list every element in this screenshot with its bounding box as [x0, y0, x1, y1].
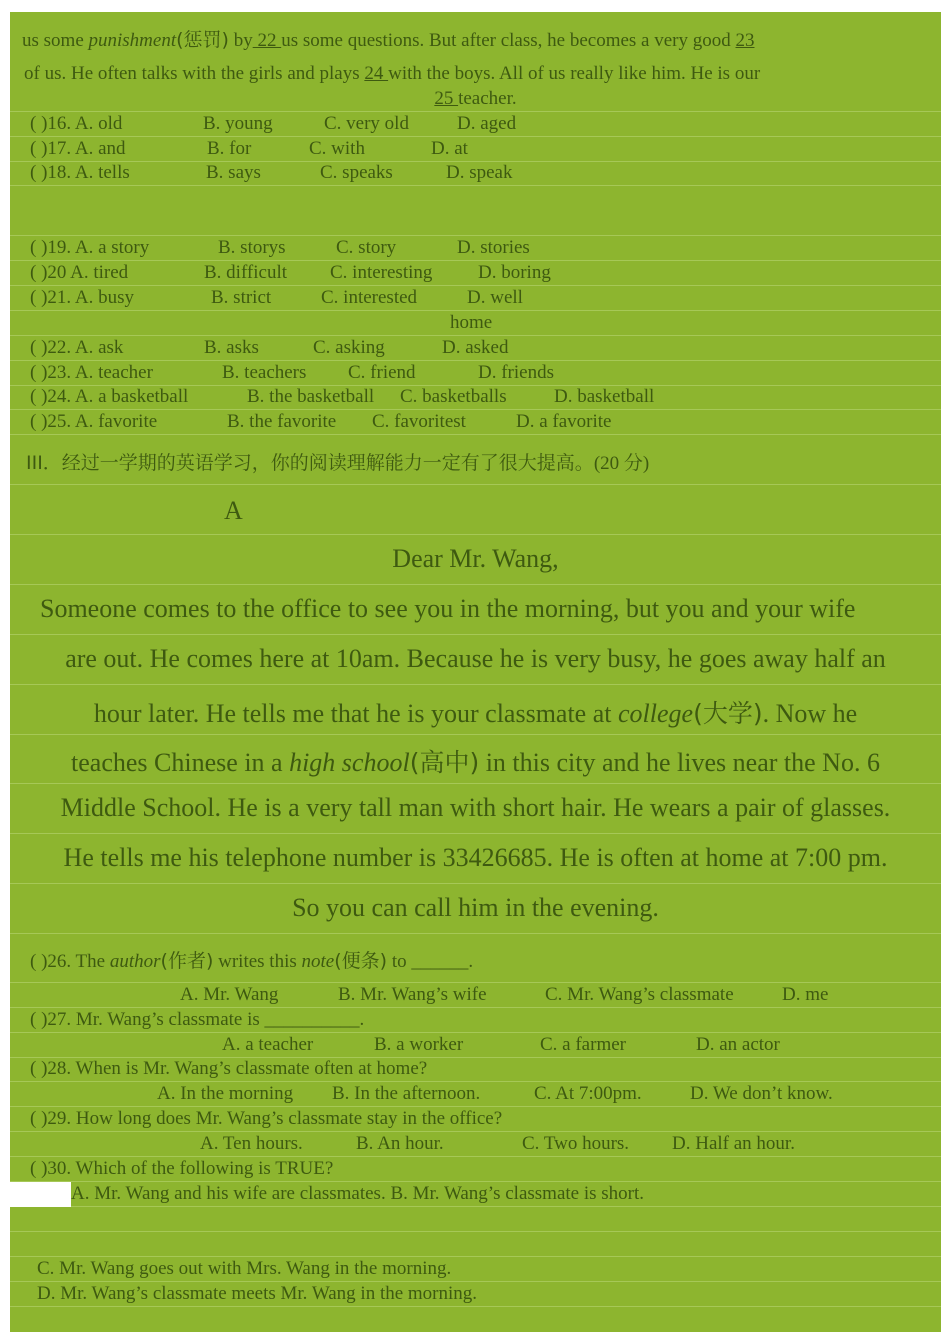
option-d: D. at — [431, 138, 468, 159]
passage-text: hour later. He tells me that he is your classmate at — [93, 699, 618, 728]
option-a: A. Mr. Wang — [180, 984, 279, 1005]
option-d: D. a favorite — [516, 411, 612, 432]
cloze-text: us some questions. But after class, he becomes a very good — [281, 30, 736, 51]
cloze-line-1 — [22, 25, 950, 52]
stray-word: home — [450, 312, 493, 333]
cloze-text: us some — [22, 30, 89, 51]
cloze-line-3 — [10, 88, 941, 110]
passage-line-1: Someone comes to the office to see you in the morning, but you and your wife — [40, 594, 856, 623]
question-30-option-c: C. Mr. Wang goes out with Mrs. Wang in the morning. — [37, 1258, 452, 1279]
option-d: D. speak — [446, 162, 513, 183]
question-cn-gloss: (便条) — [334, 950, 388, 972]
option-a: A. In the morning — [157, 1083, 294, 1104]
option-c: C. interesting — [330, 262, 433, 283]
passage-label: A — [224, 496, 243, 525]
option-c: C. with — [309, 138, 365, 159]
cloze-text: of us. He often talks with the girls and plays — [24, 63, 365, 84]
option-a: ( )25. A. favorite — [30, 411, 158, 432]
option-c: C. asking — [313, 337, 385, 358]
question-26 — [30, 946, 950, 973]
option-b: B. says — [206, 162, 261, 183]
option-d: D. an actor — [696, 1034, 780, 1055]
cloze-text: teacher. — [458, 88, 517, 109]
option-c: C. Mr. Wang’s classmate — [545, 984, 734, 1005]
passage-text: teaches Chinese in a — [71, 748, 290, 777]
option-c: C. story — [336, 237, 397, 258]
option-c: C. basketballs — [400, 386, 507, 407]
question-cn-gloss: (作者) — [160, 950, 214, 972]
blank-25: 25 — [434, 88, 459, 109]
option-a: A. a teacher — [222, 1034, 314, 1055]
option-c: C. speaks — [320, 162, 393, 183]
option-a: ( )16. A. old — [30, 113, 123, 134]
option-d: D. We don’t know. — [690, 1083, 833, 1104]
passage-line-7: So you can call him in the evening. — [292, 893, 659, 922]
question-28: ( )28. When is Mr. Wang’s classmate often at home? — [30, 1058, 428, 1079]
option-d: D. aged — [457, 113, 517, 134]
option-a: ( )20 A. tired — [30, 262, 129, 283]
option-a: ( )23. A. teacher — [30, 362, 153, 383]
option-d: D. basketball — [554, 386, 655, 407]
passage-italic-word: high school — [289, 748, 410, 777]
option-b: B. In the afternoon. — [332, 1083, 481, 1104]
question-italic-word: author — [109, 951, 161, 972]
question-27: ( )27. Mr. Wang’s classmate is __________. — [30, 1009, 365, 1030]
option-b: B. for — [207, 138, 252, 159]
option-b: B. the basketball — [247, 386, 375, 407]
option-d: D. friends — [478, 362, 554, 383]
option-b: B. young — [203, 113, 273, 134]
option-b: B. difficult — [204, 262, 288, 283]
cloze-line-2 — [24, 63, 950, 85]
white-mask-block — [10, 1182, 71, 1207]
option-d: D. well — [467, 287, 523, 308]
option-c: C. very old — [324, 113, 409, 134]
option-c: C. a farmer — [540, 1034, 626, 1055]
option-d: D. stories — [457, 237, 530, 258]
option-c: C. favoritest — [372, 411, 466, 432]
option-d: D. boring — [478, 262, 551, 283]
option-b: B. the favorite — [227, 411, 337, 432]
question-29: ( )29. How long does Mr. Wang’s classmate stay in the office? — [30, 1108, 503, 1129]
option-d: D. Half an hour. — [672, 1133, 795, 1154]
option-c: C. At 7:00pm. — [534, 1083, 642, 1104]
option-c: C. interested — [321, 287, 418, 308]
option-d: D. me — [782, 984, 829, 1005]
question-text: to ______. — [387, 951, 474, 972]
passage-line-2: are out. He comes here at 10am. Because he is very busy, he goes away half an — [65, 644, 886, 673]
question-text: ( )26. The — [30, 951, 110, 972]
option-a: ( )21. A. busy — [30, 287, 134, 308]
option-b: B. An hour. — [356, 1133, 444, 1154]
passage-line-5: Middle School. He is a very tall man with short hair. He wears a pair of glasses. — [60, 793, 891, 822]
passage-line-6: He tells me his telephone number is 33426685. He is often at home at 7:00 pm. — [63, 843, 888, 872]
option-b: B. asks — [204, 337, 259, 358]
option-a: ( )18. A. tells — [30, 162, 130, 183]
option-a: ( )22. A. ask — [30, 337, 124, 358]
passage-salutation: Dear Mr. Wang, — [392, 544, 559, 573]
option-a: A. Ten hours. — [200, 1133, 303, 1154]
option-a: ( )17. A. and — [30, 138, 126, 159]
cloze-text: with the boys. All of us really like him. He is our — [388, 63, 761, 84]
passage-line-4 — [10, 743, 941, 779]
option-b: B. strict — [211, 287, 272, 308]
passage-italic-word: college — [618, 699, 694, 728]
question-30-option-d: D. Mr. Wang’s classmate meets Mr. Wang in the morning. — [37, 1283, 478, 1304]
passage-line-3 — [10, 694, 941, 730]
option-c: C. friend — [348, 362, 416, 383]
option-b: B. a worker — [374, 1034, 464, 1055]
passage-text: . Now he — [762, 699, 858, 728]
option-b: B. Mr. Wang’s wife — [338, 984, 487, 1005]
section-3-points: (20 分) — [593, 453, 650, 474]
cloze-text: by — [228, 30, 253, 51]
question-30-options-ab: A. Mr. Wang and his wife are classmates. B. Mr. Wang’s classmate is short. — [71, 1183, 645, 1204]
passage-text: in this city and he lives near the No. 6 — [479, 748, 880, 777]
blank-22: 22 — [252, 30, 282, 51]
question-italic-word: note — [301, 951, 335, 972]
cloze-cn-gloss: (惩罚) — [176, 29, 229, 51]
option-a: ( )19. A. a story — [30, 237, 150, 258]
option-b: B. teachers — [222, 362, 307, 383]
option-a: ( )24. A. a basketball — [30, 386, 189, 407]
option-b: B. storys — [218, 237, 286, 258]
section-3-heading — [26, 448, 950, 475]
blank-24: 24 — [364, 63, 389, 84]
section-3-title: III．经过一学期的英语学习，你的阅读理解能力一定有了很大提高。 — [26, 452, 594, 474]
cloze-italic-word: punishment — [88, 30, 177, 51]
option-c: C. Two hours. — [522, 1133, 630, 1154]
passage-cn-gloss: (大学) — [693, 699, 763, 728]
passage-cn-gloss: (高中) — [409, 748, 480, 777]
document-page — [10, 12, 941, 1332]
question-30: ( )30. Which of the following is TRUE? — [30, 1158, 334, 1179]
question-text: writes this — [213, 951, 302, 972]
blank-23: 23 — [735, 30, 755, 51]
option-d: D. asked — [442, 337, 509, 358]
